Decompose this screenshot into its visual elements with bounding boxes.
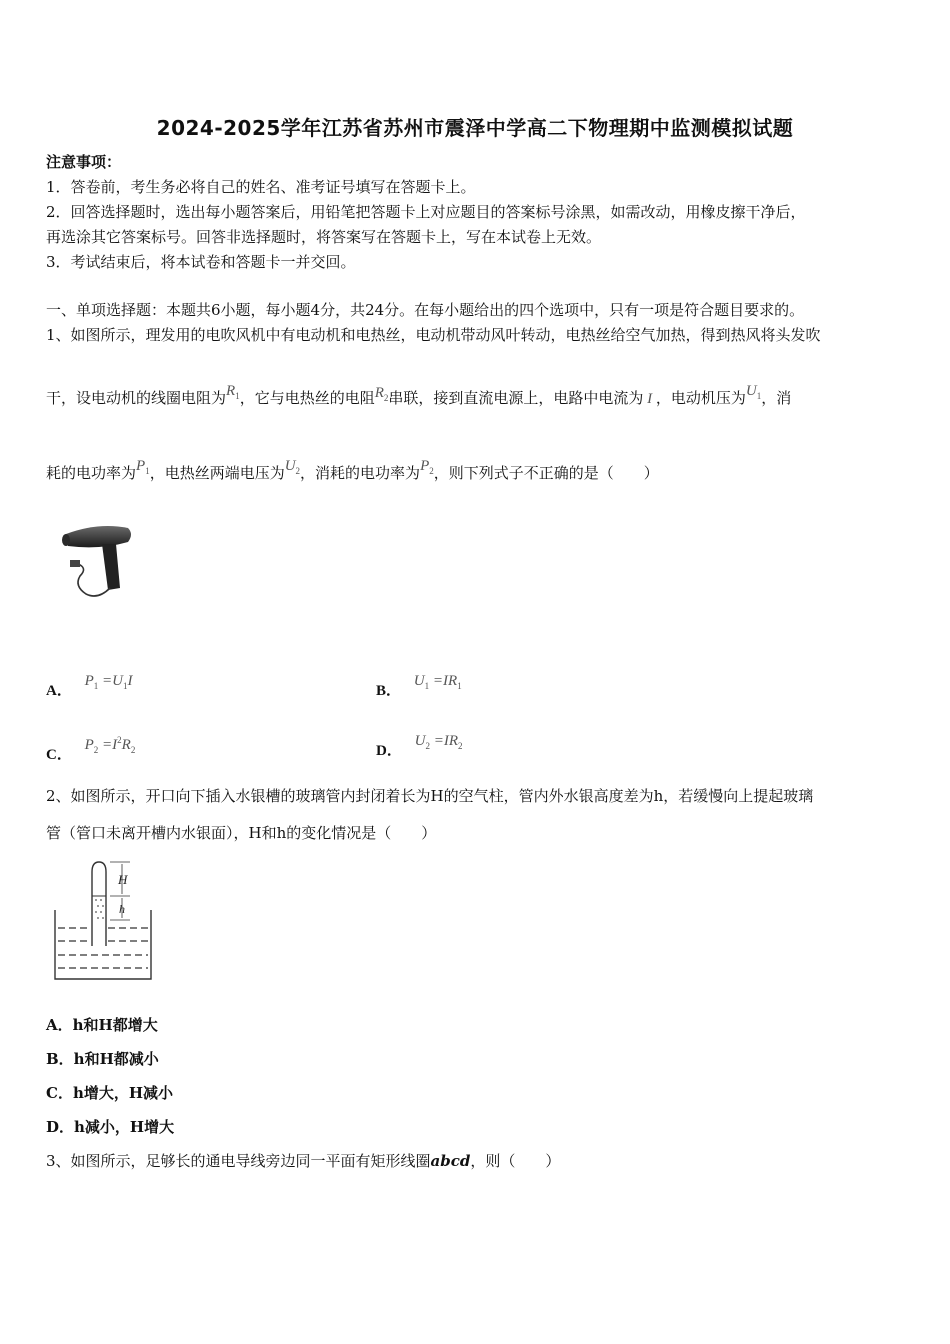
- page-title: 2024-2025学年江苏省苏州市震泽中学高二下物理期中监测模拟试题: [156, 116, 794, 140]
- q1-option-c: C． $P_2 =I^2R_2$: [46, 735, 136, 763]
- q2-option-a: A．h和H都增大: [46, 1016, 158, 1034]
- q2-option-b: B．h和H都减小: [46, 1050, 159, 1068]
- notice-item: 再选涂其它答案标号。回答非选择题时，将答案写在答题卡上，写在本试卷上无效。: [46, 228, 602, 246]
- q2-text-line2: 管（管口未离开槽内水银面），H和h的变化情况是（ ）: [46, 824, 437, 842]
- q1-option-b: B． $U_1 =IR_1$: [376, 673, 462, 699]
- q2-option-d: D．h减小，H增大: [46, 1118, 175, 1136]
- notice-heading: 注意事项：: [46, 153, 122, 171]
- figure-label-h: h: [119, 902, 125, 916]
- section-heading: 一、单项选择题：本题共6小题，每小题4分，共24分。在每小题给出的四个选项中，只有一项是符合题目要求的。: [46, 301, 805, 319]
- hair-dryer-figure: [58, 520, 138, 610]
- q1-text-line2: 干，设电动机的线圈电阻为$R_1$，它与电热丝的电阻$R_2$串联，接到直流电源上，电路中电流为 I ，电动机压为$U_1$，消: [46, 383, 792, 407]
- notice-item: 3．考试结束后，将本试卷和答题卡一并交回。: [46, 253, 356, 271]
- figure-label-H: H: [118, 872, 128, 887]
- notice-item: 1．答卷前，考生务必将自己的姓名、准考证号填写在答题卡上。: [46, 178, 476, 196]
- q1-text-line3: 耗的电功率为$P_1$，电热丝两端电压为$U_2$，消耗的电功率为$P_2$，则下列式子不正确的是（ ）: [46, 458, 659, 482]
- q1-option-d: D． $U_2 =IR_2$: [376, 733, 463, 759]
- q2-text-line1: 2、如图所示，开口向下插入水银槽的玻璃管内封闭着长为H的空气柱，管内外水银高度差为h，若缓慢向上提起玻璃: [46, 787, 814, 805]
- q1-text-line1: 1、如图所示，理发用的电吹风机中有电动机和电热丝，电动机带动风叶转动，电热丝给空气加热，得到热风将头发吹: [46, 326, 821, 344]
- q3-text: 3、如图所示，足够长的通电导线旁边同一平面有矩形线圈abcd，则（ ）: [46, 1152, 561, 1170]
- q1-option-a: A． $P_1 =U_1I$: [46, 673, 133, 699]
- notice-item: 2．回答选择题时，选出每小题答案后，用铅笔把答题卡上对应题目的答案标号涂黑，如需改动，用橡皮擦干净后，: [46, 203, 806, 221]
- mercury-tube-figure: [52, 858, 156, 982]
- q2-option-c: C．h增大，H减小: [46, 1084, 174, 1102]
